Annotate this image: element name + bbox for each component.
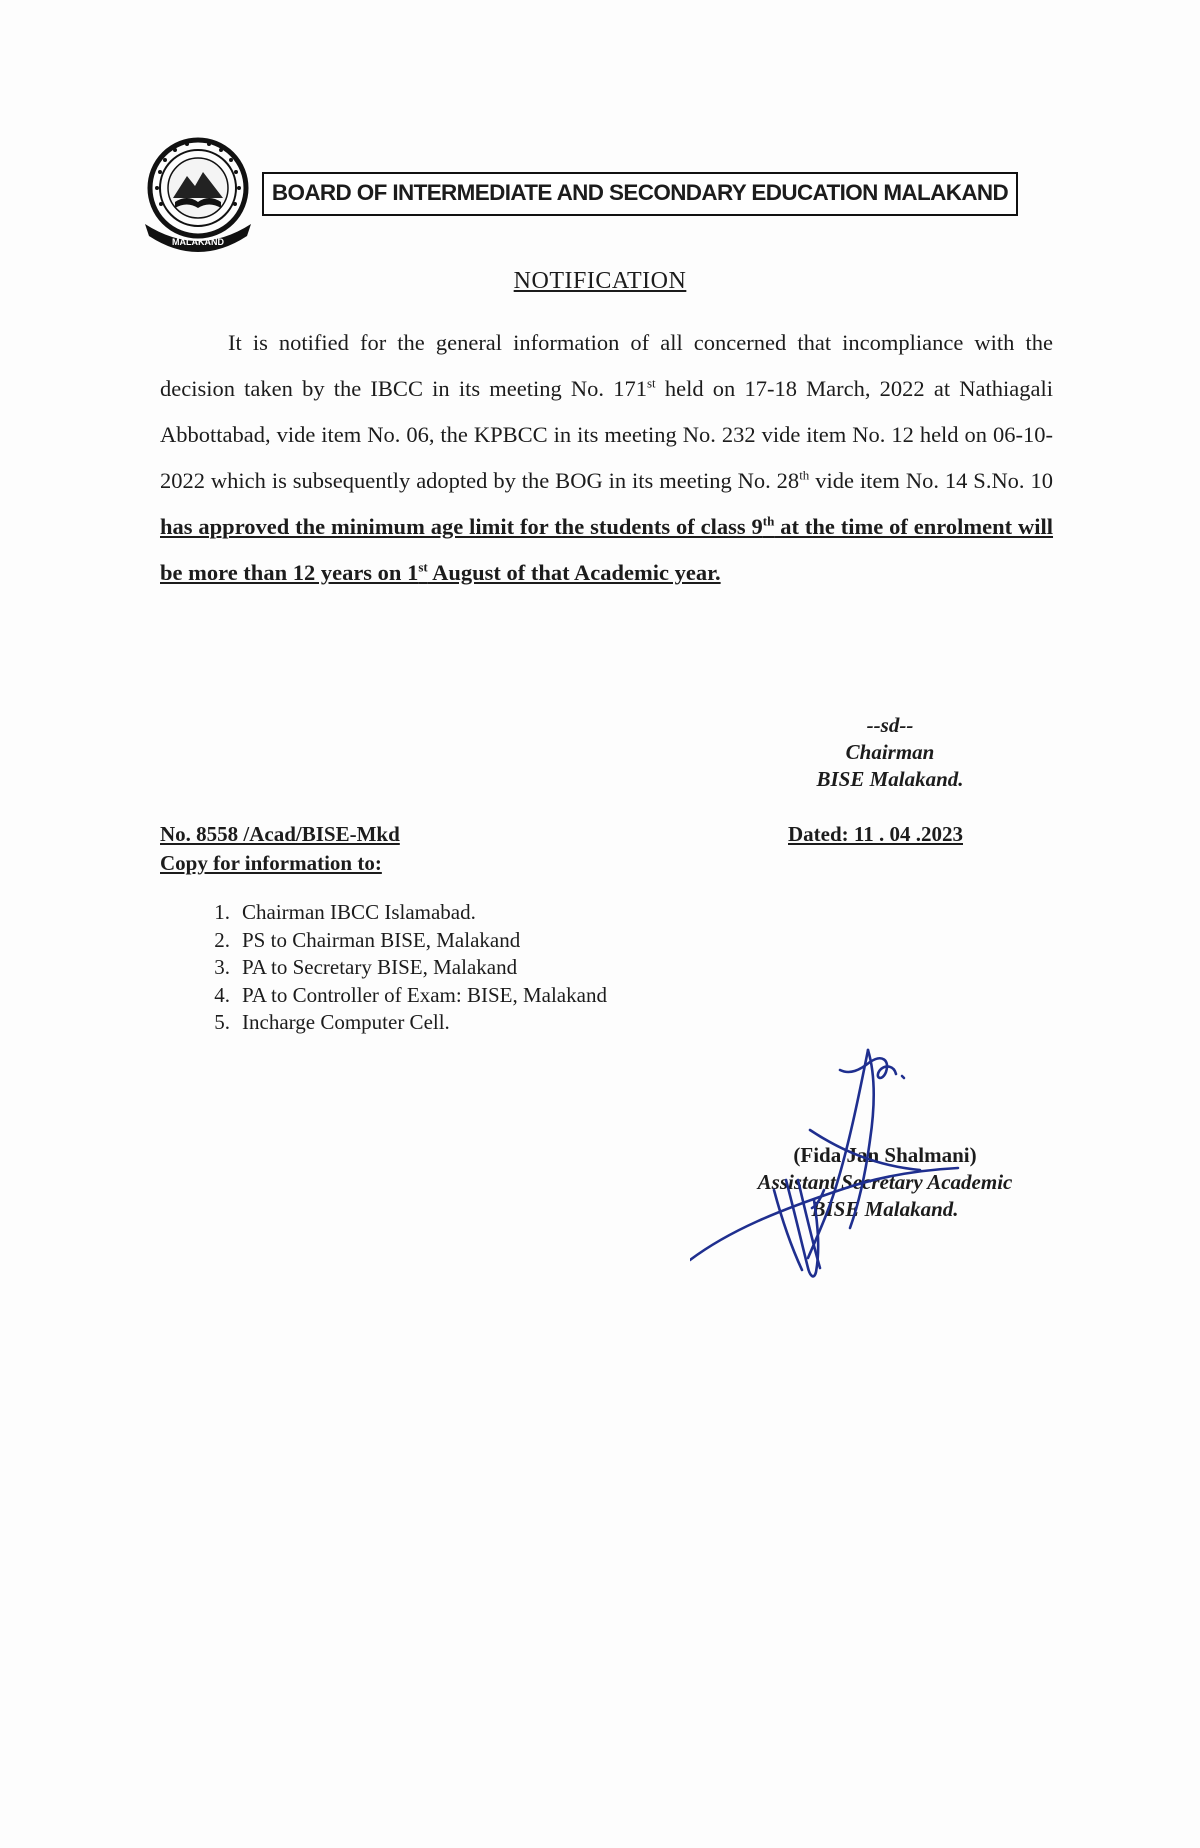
notification-body: [160, 320, 1053, 596]
decision-sup-1: th: [762, 513, 775, 529]
list-item-number: 3.: [214, 955, 230, 979]
list-item: [192, 954, 607, 982]
list-item-number: 4.: [214, 982, 230, 1007]
list-item-number: 5.: [214, 1010, 230, 1034]
body-sup-2: th: [799, 467, 810, 483]
issue-date: Dated: 11 . 04 .2023: [788, 822, 963, 846]
signatory-block: [725, 1142, 1045, 1223]
list-item-number: 2.: [214, 927, 230, 952]
chairman-approval: [770, 712, 1010, 793]
body-text-3: vide item No. 14 S.No. 10: [809, 468, 1053, 493]
decision-sup-2: st: [418, 559, 428, 575]
copy-list: [192, 899, 607, 1037]
signatory-designation: Assistant Secretary Academic: [757, 1170, 1013, 1194]
chairman-office: BISE Malakand.: [816, 767, 964, 791]
decision-text-1: has approved the minimum age limit for the students of class 9: [160, 514, 763, 539]
list-item: [192, 982, 607, 1010]
list-item-text: Chairman IBCC Islamabad.: [242, 900, 476, 924]
copy-list-title: Copy for information to:: [160, 851, 382, 875]
list-item-text: PA to Secretary BISE, Malakand: [242, 955, 518, 979]
body-text-1: It is notified for the general information of all concerned that incompliance with the decision taken by the IBCC in its meeting No. 171: [160, 330, 1053, 401]
decision-text-2: at the time of enrolment will be more than 12 years on 1: [160, 514, 1054, 585]
list-item-text: PA to Controller of Exam: BISE, Malakand: [242, 982, 607, 1007]
chairman-designation: Chairman: [845, 740, 935, 764]
board-name-heading: BOARD OF INTERMEDIATE AND SECONDARY EDUCATION MALAKAND: [262, 172, 1018, 216]
list-item-text: PS to Chairman BISE, Malakand: [242, 927, 521, 952]
list-item: [192, 899, 607, 927]
list-item-number: 1.: [214, 900, 230, 924]
signatory-name: (Fida Jan Shalmani): [793, 1143, 977, 1167]
list-item: [192, 1009, 607, 1037]
signatory-office: BISE Malakand.: [811, 1197, 959, 1221]
reference-number: No. 8558 /Acad/BISE-Mkd: [160, 822, 400, 846]
body-sup-1: st: [647, 375, 656, 391]
sd-mark: --sd--: [866, 713, 914, 737]
decision-statement: [160, 514, 1053, 585]
notification-title: NOTIFICATION: [513, 268, 687, 294]
seal-banner-text: MALAKAND: [172, 237, 224, 247]
list-item: [192, 927, 607, 955]
board-seal-icon: [135, 132, 265, 260]
list-item-text: Incharge Computer Cell.: [242, 1010, 450, 1034]
decision-text-3: August of that Academic year.: [427, 560, 721, 585]
body-text-2: held on 17-18 March, 2022 at Nathiagali Abbottabad, vide item No. 06, the KPBCC in its meeting No. 232 vide item No. 12 held on 06-10-2022 which is subsequently adopted by the BOG in its meeting No. 28: [160, 376, 1053, 493]
